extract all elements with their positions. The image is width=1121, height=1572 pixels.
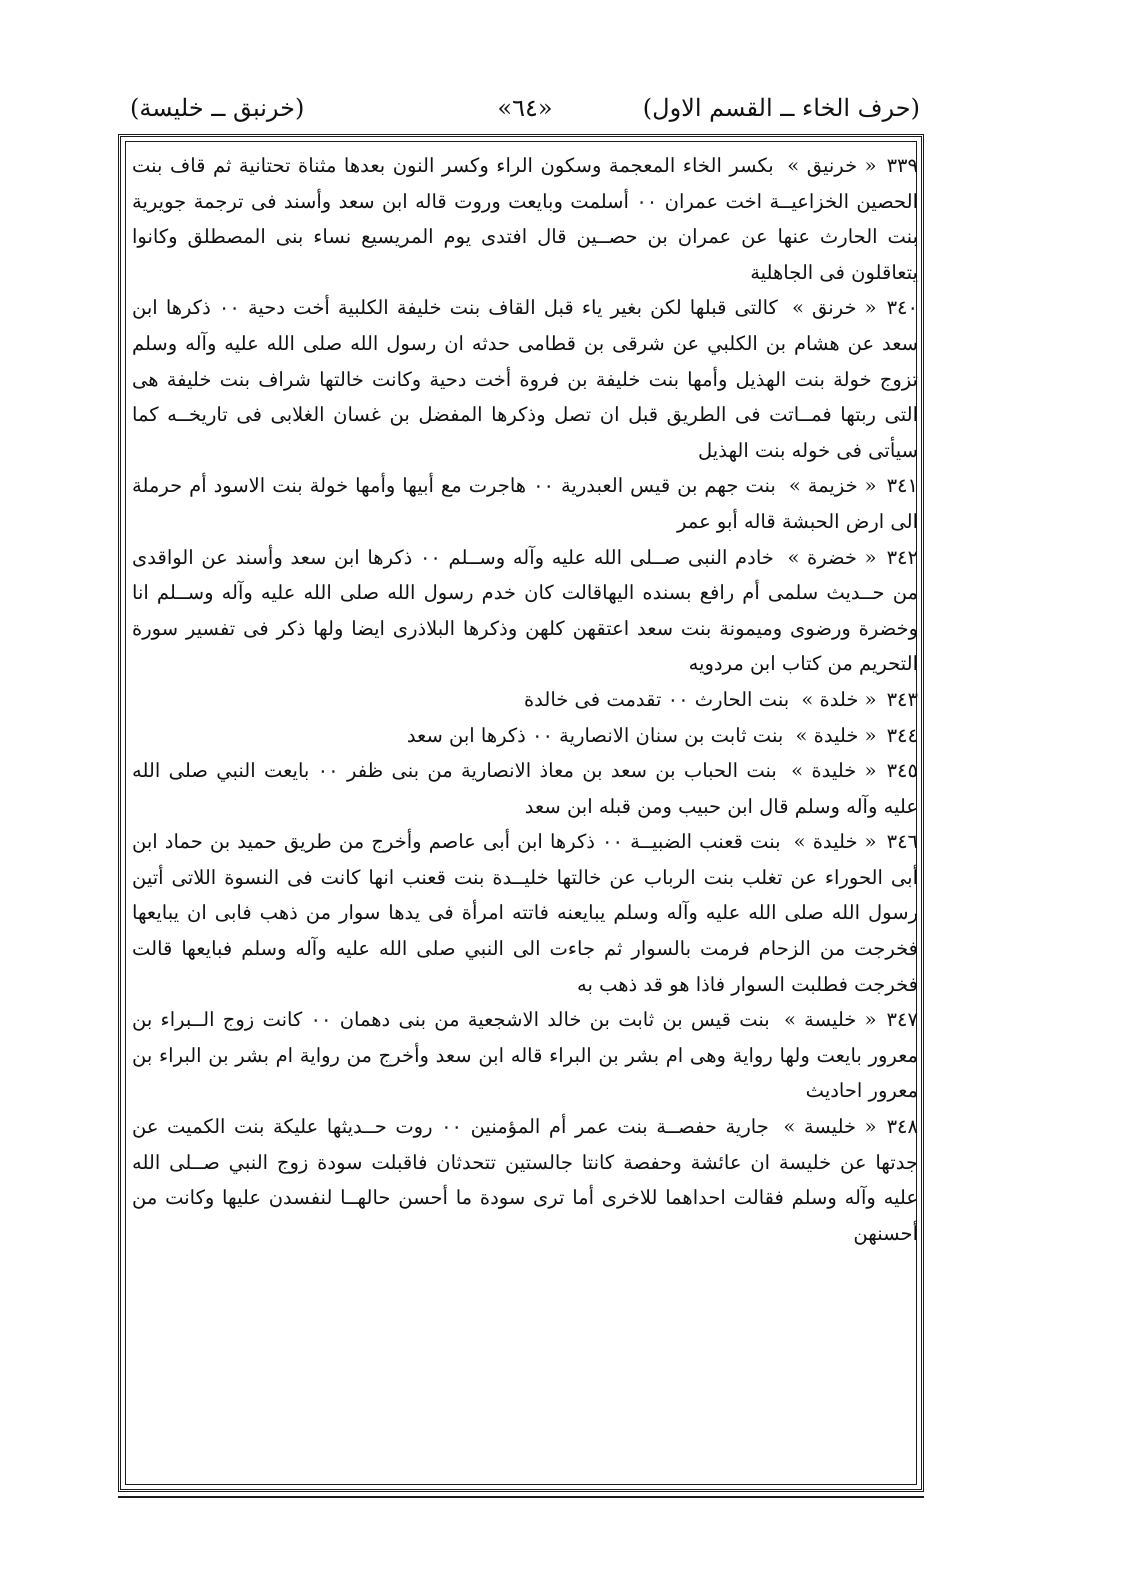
entry-name: « خليدة » — [793, 830, 877, 854]
entry-name: « خرنق » — [791, 296, 877, 320]
entry-text: كالتى قبلها لكن بغير ياء قبل القاف بنت خليفة الكلبية أخت دحية ٠٠ ذكرها ابن سعد عن هشام بن الكلبي عن شرقى بن قطامى حدثه ان رسول الله صلى الله عليه وآله وسلم تزوج خولة بنت الهذيل وأمها بنت خليفة بن فروة أخت دحية وكانت خالتها شراف بنت خليفة هى التى ربتها فمــاتت فى الطريق قبل ان تصل وذكرها المفضل بن غسان الغلابى فى تاريخــه كما سيأتى فى خوله بنت الهذيل — [132, 296, 918, 462]
entry-348 — [132, 1109, 918, 1251]
entry-text: خادم النبى صــلى الله عليه وآله وســلم ٠٠ ذكرها ابن سعد وأسند عن الواقدى من حــديث سلمى أم رافع بسنده اليهاقالت كان خدم رسول الله صلى الله عليه وآله وســلم انا وخضرة ورضوى وميمونة بنت سعد اعتقهن كلهن وذكرها البلاذرى ايضا ولها ذكر فى تفسير سورة التحريم من كتاب ابن مردويه — [132, 545, 918, 676]
entry-number: ٣٤٣ — [886, 687, 918, 711]
entry-344 — [132, 718, 918, 754]
entry-name: « خلدة » — [801, 687, 877, 711]
header-entry-range: (خرنبق ــ خليسة) — [130, 94, 305, 122]
entry-number: ٣٤٨ — [886, 1115, 918, 1139]
entry-text: بنت الحباب بن سعد بن معاذ الانصارية من بنى ظفر ٠٠ بايعت النبي صلى الله عليه وآله وسلم قال ابن حبيب ومن قبله ابن سعد — [132, 759, 918, 818]
bottom-rule — [118, 1496, 924, 1498]
page-number: «٦٤» — [497, 94, 553, 122]
entry-text: بنت قعنب الضبيــة ٠٠ ذكرها ابن أبى عاصم وأخرج من طريق حميد بن حماد ابن أبى الحوراء عن تغلب بنت الرباب عن خالتها خليــدة بنت قعنب انها كانت فى النسوة اللاتى أتين رسول الله صلى الله عليه وآله وسلم يبايعنه فاتته امرأة فى يدها سوار من ذهب فابى ان يبايعها فخرجت من الزحام فرمت بالسوار ثم جاءت الى النبي صلى الله عليه وآله وسلم فبايعها قالت فخرجت فطلبت السوار فاذا هو قد ذهب به — [132, 830, 918, 996]
entry-name: « خليدة » — [795, 723, 877, 747]
entry-341 — [132, 468, 918, 539]
entry-name: « خرنيق » — [787, 154, 877, 177]
entry-346 — [132, 824, 918, 1002]
entry-number: ٣٤٤ — [886, 723, 918, 747]
entry-number: ٣٤٠ — [886, 296, 918, 320]
entry-name: « خليسة » — [783, 1008, 877, 1032]
entry-text: بكسر الخاء المعجمة وسكون الراء وكسر النون بعدها مثناة تحتانية ثم قاف بنت الحصين الخزاعيــة اخت عمران ٠٠ أسلمت وبايعت وروت قاله ابن سعد وأسند فى ترجمة جويرية بنت الحارث عنها عن عمران بن حصــين قال افتدى يوم المريسيع نساء بنى المصطلق وكانوا يتعاقلون فى الجاهلية — [132, 154, 918, 284]
entry-number: ٣٤٢ — [886, 545, 918, 569]
entry-name: « خليسة » — [783, 1115, 877, 1139]
entry-text: بنت جهم بن قيس العبدرية ٠٠ هاجرت مع أبيها وأمها خولة بنت الاسود أم حرملة الى ارض الحبشة قاله أبو عمر — [132, 474, 918, 533]
entry-number: ٣٤١ — [886, 474, 918, 498]
page-header — [130, 86, 920, 130]
entry-text: جارية حفصــة بنت عمر أم المؤمنين ٠٠ روت حــديثها عليكة بنت الكميت عن جدتها عن خليسة ان عائشة وحفصة كانتا جالستين تتحدثان فاقبلت سودة زوج النبي صــلى الله عليه وآله وسلم فقالت احداهما للاخرى أما ترى سودة ما أحسن حالهــا لنفسدن عليها وكانت من أحسنهن — [132, 1115, 918, 1245]
entry-text: بنت الحارث ٠٠ تقدمت فى خالدة — [523, 687, 790, 711]
entry-number: ٣٤٦ — [886, 830, 918, 854]
entry-text: بنت ثابت بن سنان الانصارية ٠٠ ذكرها ابن سعد — [406, 723, 784, 747]
entry-343 — [132, 682, 918, 718]
header-section-title: (حرف الخاء ــ القسم الاول) — [642, 94, 920, 122]
entry-number: ٣٤٥ — [886, 759, 918, 783]
entry-339 — [132, 148, 918, 290]
entry-340 — [132, 290, 918, 468]
entry-text: بنت قيس بن ثابت بن خالد الاشجعية من بنى دهمان ٠٠ كانت زوج الــبراء بن معرور بايعت ولها رواية وهى ام بشر بن البراء قاله ابن سعد وأخرج من رواية ام بشر بن البراء بن معرور احاديث — [132, 1008, 918, 1103]
entry-342 — [132, 540, 918, 682]
entry-347 — [132, 1002, 918, 1109]
entry-name: « خضرة » — [787, 545, 877, 569]
entry-name: « خزيمة » — [788, 474, 877, 498]
entry-number: ٣٣٩ — [886, 154, 918, 177]
entry-number: ٣٤٧ — [886, 1008, 918, 1032]
entry-name: « خليدة » — [791, 759, 877, 783]
entry-345 — [132, 753, 918, 824]
page-body — [132, 148, 918, 1484]
